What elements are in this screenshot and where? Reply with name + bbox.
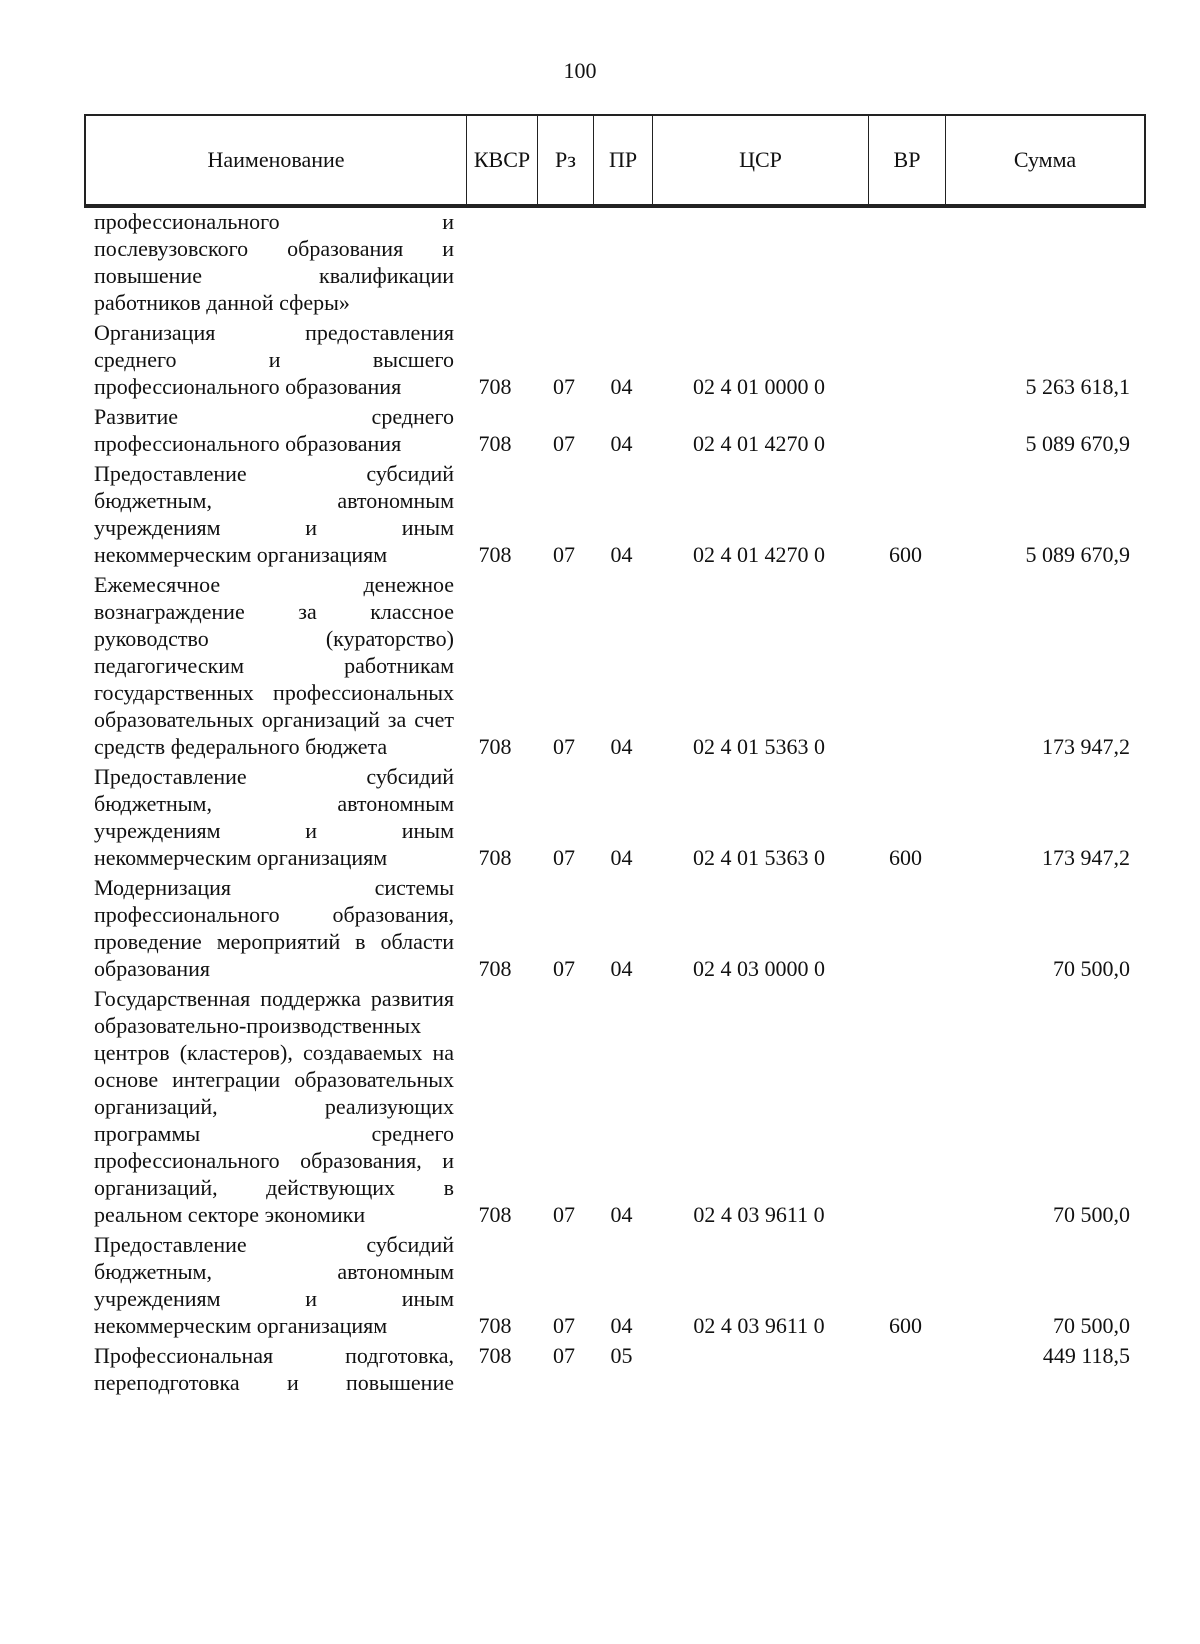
row-pr: 04	[610, 542, 633, 567]
row-rz: 07	[553, 542, 575, 567]
row-kvsr: 708	[478, 542, 512, 567]
row-sum: 70 500,0	[1053, 1202, 1130, 1227]
table-row	[84, 1231, 1146, 1339]
row-sum: 5 263 618,1	[1025, 374, 1130, 399]
table-row	[84, 985, 1146, 1228]
header-vr: ВР	[869, 116, 946, 204]
row-name: Профессиональная подготовка, переподготовка и повышение	[94, 1343, 454, 1395]
row-pr: 04	[610, 374, 633, 399]
row-csr: 02 4 03 9611 0	[693, 1202, 825, 1227]
row-kvsr: 708	[478, 1313, 512, 1338]
row-name: Предоставление субсидий бюджетным, автономным учреждениям и иным некоммерческим организациям	[94, 764, 454, 870]
header-sum: Сумма	[1013, 147, 1077, 172]
row-pr: 05	[610, 1343, 633, 1368]
row-rz: 07	[553, 1313, 575, 1338]
row-kvsr: 708	[478, 845, 512, 870]
table-header	[84, 114, 1146, 206]
row-name: профессионального и послевузовского образования и повышение квалификации работников данной сферы»	[94, 209, 454, 315]
row-kvsr: 708	[478, 956, 512, 981]
table-row	[84, 460, 1146, 568]
header-kvsr: КВСР	[467, 116, 538, 204]
row-rz: 07	[553, 734, 575, 759]
table-row	[84, 874, 1146, 982]
header-csr: ЦСР	[653, 116, 869, 204]
row-name: Государственная поддержка развития образовательно-производственных центров (кластеров), создаваемых на основе интеграции образовательных организаций, реализующих программы среднего профессионального образования, и организаций, действующих в реальном секторе экономики	[94, 986, 454, 1227]
row-rz: 07	[553, 431, 575, 456]
row-vr: 600	[889, 1313, 922, 1338]
table-row	[84, 763, 1146, 871]
row-name: Предоставление субсидий бюджетным, автономным учреждениям и иным некоммерческим организациям	[94, 461, 454, 567]
row-csr: 02 4 01 0000 0	[693, 374, 825, 399]
row-sum: 449 118,5	[1042, 1343, 1130, 1368]
row-kvsr: 708	[478, 1343, 512, 1368]
row-csr: 02 4 01 4270 0	[693, 431, 825, 456]
row-kvsr: 708	[478, 734, 512, 759]
row-rz: 07	[553, 374, 575, 399]
table-body	[84, 208, 1146, 1396]
page-number: 100	[563, 58, 597, 83]
header-rz: Рз	[538, 116, 594, 204]
row-vr: 600	[889, 845, 922, 870]
row-pr: 04	[610, 734, 633, 759]
row-name: Предоставление субсидий бюджетным, автономным учреждениям и иным некоммерческим организациям	[94, 1232, 454, 1338]
row-rz: 07	[553, 956, 575, 981]
table-row	[84, 319, 1146, 400]
row-sum: 173 947,2	[1042, 734, 1130, 759]
table-row	[84, 208, 1146, 316]
row-name: Ежемесячное денежное вознаграждение за классное руководство (кураторство) педагогическим работникам государственных профессиональных образовательных организаций за счет средств федерального бюджета	[94, 572, 454, 759]
row-rz: 07	[553, 845, 575, 870]
row-csr: 02 4 01 5363 0	[693, 734, 825, 759]
row-csr: 02 4 03 9611 0	[693, 1313, 825, 1338]
header-pr: ПР	[594, 116, 653, 204]
row-rz: 07	[553, 1343, 575, 1368]
row-pr: 04	[610, 956, 633, 981]
row-name: Развитие среднего профессионального образования	[94, 404, 454, 456]
row-kvsr: 708	[478, 431, 512, 456]
row-csr: 02 4 01 5363 0	[693, 845, 825, 870]
row-kvsr: 708	[478, 1202, 512, 1227]
row-sum: 5 089 670,9	[1025, 431, 1130, 456]
row-sum: 173 947,2	[1042, 845, 1130, 870]
row-pr: 04	[610, 1313, 633, 1338]
row-sum: 70 500,0	[1053, 956, 1130, 981]
table-row	[84, 571, 1146, 760]
row-kvsr: 708	[478, 374, 512, 399]
table-row	[84, 1342, 1146, 1396]
row-pr: 04	[610, 1202, 633, 1227]
row-vr: 600	[889, 542, 922, 567]
row-name: Модернизация системы профессионального образования, проведение мероприятий в области образования	[94, 875, 454, 981]
row-name: Организация предоставления среднего и высшего профессионального образования	[94, 320, 454, 399]
row-pr: 04	[610, 431, 633, 456]
table-row	[84, 403, 1146, 457]
row-pr: 04	[610, 845, 633, 870]
row-sum: 5 089 670,9	[1025, 542, 1130, 567]
row-csr: 02 4 03 0000 0	[693, 956, 825, 981]
row-sum: 70 500,0	[1053, 1313, 1130, 1338]
row-csr: 02 4 01 4270 0	[693, 542, 825, 567]
row-rz: 07	[553, 1202, 575, 1227]
header-name: Наименование	[86, 116, 467, 204]
